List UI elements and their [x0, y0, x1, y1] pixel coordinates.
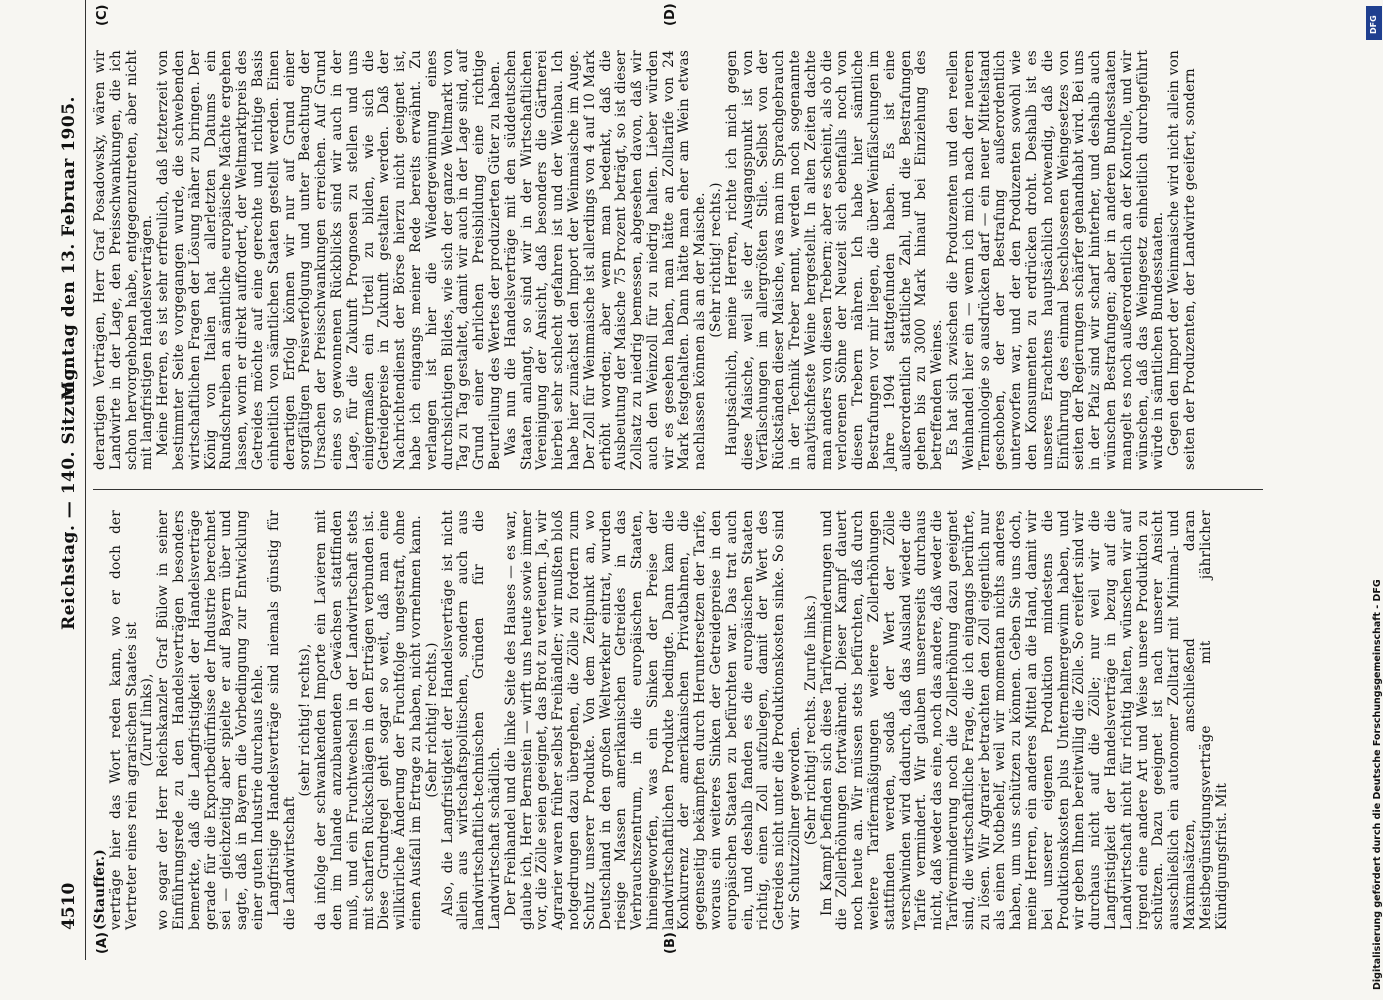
paragraph: Hauptsächlich, meine Herren, richte ich mich gegen diese Maische, weil sie der Ausgangspunkt ist von Verfälschungen im allergrößten Stile. Selbst von der Rückständen dieser Maische, was man im Sprachgebrauch in der Technik Treber nennt, werden noch sogenannte analytischfeste Weine hergestellt. In alten Zeiten dachte man anders von diesen Trebern; aber es scheint, als ob die verlorenen Söhne der Neuzeit sich ebenfalls noch von diesen Trebern nähren. Ich habe hier sämtliche Bestrafungen vor mir liegen, die über Weinfälschungen im Jahre 1904 stattgefunden haben. Es ist eine außerordentlich stattliche Zahl, und die Bestrafungen gehen bis zu 3000 Mark hinauf bei Einziehung des betreffenden Weines.: [723, 50, 946, 470]
interjection: (Sehr richtig! rechts. Zurufe links.): [802, 594, 819, 846]
paragraph: Gegen den Import der Weinmaische wird nicht allein von seiten der Produzenten, der Landwirte geeifert, sondern: [1166, 50, 1198, 470]
dfg-logo-text: DFG: [1369, 15, 1378, 34]
paragraph: Langfristige Handelsverträge sind niemals günstig für die Landwirtschaft: [265, 510, 298, 930]
paragraph: Was nun die Handelsverträge mit den süddeutschen Staaten anlangt, so sind wir in der Wirtschaftlichen Vereinigung der Ansicht, daß besonders die Gärtnerei hierbei sehr schlecht gefahren ist und der Weinbau. Ich habe hier zunächst den Import der Weinmaische im Auge. Der Zoll für Weinmaische ist allerdings von 4 auf 10 Mark erhöht worden; aber wenn man bedenkt, daß die Ausbeutung der Maische 75 Prozent beträgt, so ist dieser Zollsatz zu niedrig bemessen, abgesehen davon, daß wir auch den Weinzoll für zu niedrig halten. Lieber würden wir es gesehen haben, man hätte an Zolltarife von 24 Mark festgehalten. Dann hätte man eher am Wein etwas nachlassen können als an der Maische.: [502, 50, 709, 470]
interjection: (sehr richtig! rechts),: [297, 643, 314, 797]
page-number: 4510: [59, 882, 79, 930]
margin-marker-d: (D): [663, 3, 678, 26]
paragraph: derartigen Verträgen, Herr Graf Posadowsky, wären wir Landwirte in der Lage, den Preisschwankungen, die ich schon hervorgehoben habe, entgegenzutreten, aber nicht mit langfristigen Handelsverträgen.: [92, 50, 156, 470]
paragraph: da infolge der schwankenden Importe ein Lavieren mit den im Inlande anzubauenden Gewächsen stattfinden muß, und ein Fruchtwechsel in der Landwirtschaft stets mit scharfen Rückschlägen in den Erträgen verbunden ist. Diese Grundregel geht sogar so weit, daß man eine willkürliche Änderung der Fruchtfolge ungestraft, ohne einen Ausfall im Ertrage zu haben, nicht vornehmen kann.: [313, 510, 424, 930]
interjection: (Sehr richtig! rechts.): [423, 642, 440, 798]
paragraph: Also, die Langfristigkeit der Handelsverträge ist nicht allein aus wirtschaftspolitischen, sondern auch aus landwirtschaftlich-technischen Gründen für die Landwirtschaft schädlich.: [439, 510, 503, 930]
newspaper-page: [55, 0, 1310, 960]
interjection: (Zuruf links),: [139, 673, 156, 767]
margin-marker-b: (B): [663, 932, 678, 954]
paragraph: verträge hier das Wort reden kann, wo er doch der Vertreter eines rein agrarischen Staates ist: [107, 510, 140, 930]
margin-marker-c: (C): [95, 4, 110, 26]
session-title: Reichstag. — 140. Sitzung.: [59, 361, 79, 630]
paragraph: Der Freihandel und die linke Seite des Hauses — es war, glaube ich, Herr Bernstein — wirft uns heute sowie immer vor, die Zölle seien geeignet, das Brot zu verteuern. Ja, wir Agrarier waren früher selbst Freihändler; wir mußten bloß notgedrungen dazu übergehen, die Zölle zu fordern zum Schutz unserer Produkte. Von dem Zeitpunkt an, wo Deutschland in den großen Weltverkehr eintrat, wurden riesige Massen amerikanischen Getreides in das Verbrauchszentrum, in die europäischen Staaten, hineingeworfen, was ein Sinken der Preise der landwirtschaftlichen Produkte bedingte. Dann kam die Konkurrenz der amerikanischen Privatbahnen, die gegenseitig bekämpften durch Heruntersetzen der Tarife, woraus ein weiteres Sinken der Getreidepreise in den europäischen Staaten zu befürchten war. Das trat auch ein, und deshalb fanden es die europäischen Staaten richtig, einen Zoll aufzulegen, damit der Wert des Getreides nicht unter die Produktionskosten sinke. So sind wir Schutzzöllner geworden.: [502, 510, 804, 930]
paragraph: Es hat sich zwischen die Produzenten und den reellen Weinhandel hier ein — wenn ich mich nach der neueren Terminologie so ausdrücken darf — ein neuer Mittelstand geschoben, der der Bestrafung außerordentlich unterworfen war, und der den Produzenten sowohl wie den Konsumenten zu erdrücken droht. Deshalb ist es unseres Erachtens hauptsächlich notwendig, daß die Einführung des einmal beschlossenen Weingesetzes von seiten der Regierungen schärfer gehandhabt wird. Bei uns in der Pfalz sind wir scharf hinterher, und deshalb auch wünschen Bestrafungen; aber in anderen Bundesstaaten mangelt es noch außerordentlich an der Kontrolle, und wir wünschen, daß das Weingesetz einheitlich durchgeführt würde in sämtlichen Bundesstaaten.: [945, 50, 1167, 470]
dfg-logo: [1366, 6, 1382, 40]
paragraph: Meine Herren, es ist sehr erfreulich, daß letzterzeit von bestimmter Seite vorgegangen wurde, die schwebenden wirtschaftlichen Fragen der Lösung näher zu bringen. Der König von Italien hat allerletzten Datums ein Rundschreiben an sämtliche europäische Mächte ergehen lassen, worin er direkt auffordert, der Weltmarktpreis des Getreides möchte auf eine gerechte und richtige Basis einheitlich von sämtlichen Staaten gestellt werden. Einen derartigen Erfolg können wir nur auf Grund einer sorgfältigen Preisverfolgung und unter Beachtung der Ursachen der Preisschwankungen erreichen. Auf Grund eines so gewonnenen Rückblicks sind wir auch in der Lage, für die Zukunft Prognosen zu stellen und uns einigermaßen ein Urteil zu bilden, wie sich die Getreidepreise in Zukunft gestalten werden. Daß der Nachrichtendienst der Börse hierzu nicht geeignet ist, habe ich eingangs meiner Rede bereits erwähnt. Zu verlangen ist hier die Wiedergewinnung eines durchsichtigen Bildes, wie sich der ganze Weltmarkt von Tag zu Tag gestaltet, damit wir auch in der Lage sind, auf Grund einer ehrlichen Preisbildung eine richtige Beurteilung des Wertes der produzierten Güter zu haben.: [155, 50, 503, 470]
page-header: [55, 0, 86, 960]
paragraph: Im Kampf befinden sich diese Tarifverminderungen und die Zollerhöhungen fortwährend. Dieser Kampf dauert noch heute an. Wir müssen stets befürchten, daß durch weitere Tarifermäßigungen weitere Zollerhöhungen stattfinden werden, sodaß der Wert der Zölle verschwinden wird dadurch, daß das Ausland wieder die Tarife vermindert. Wir glauben unsererseits durchaus nicht, daß weder das eine, noch das andere, daß weder die Tarifverminderung noch die Zollerhöhung dazu geeignet sind, die wirtschaftliche Frage, die ich eingangs berührte, zu lösen. Wir Agrarier betrachten den Zoll eigentlich nur als einen Notbehelf, weil wir momentan nichts anderes haben, um uns schützen zu können. Geben Sie uns doch, meine Herren, ein anderes Mittel an die Hand, damit wir bei unserer eigenen Produktion mindestens die Produktionskosten plus Unternehmergewinn haben, und wir geben Ihnen bereitwillig die Zölle. So ereifert sind wir durchaus nicht auf die Zölle; nur weil wir die Langfristigkeit der Handelsverträge in bezug auf die Landwirtschaft nicht für richtig halten, wünschen wir auf irgend eine andere Art und Weise unsere Produktion zu schützen. Dazu geeignet ist nach unserer Ansicht ausschließlich ein autonomer Zolltarif mit Minimal- und Maximalsätzen, anschließend daran Meistbegünstigungsverträge mit jährlicher Kündigungsfrist. Mit: [818, 510, 1230, 930]
left-column: [93, 510, 1230, 930]
digitization-note: Digitalisierung gefördert durch die Deutsche Forschungsgemeinschaft - DFG: [1372, 579, 1383, 990]
right-column: [93, 50, 1199, 470]
session-date: Montag den 13. Februar 1905.: [59, 96, 79, 400]
interjection: (Sehr richtig! rechts.): [708, 182, 725, 338]
margin-marker-a: (A): [95, 932, 110, 954]
speaker-name: (Stauffer.): [92, 849, 108, 930]
column-divider: [93, 489, 1263, 490]
paragraph: wo sogar der Herr Reichskanzler Graf Bülow in seiner Einführungsrede zu den Handelsverträgen besonders bemerkte, daß die Langfristigkeit der Handelsverträge gerade für die Exportbedürfnisse der Industrie berechnet sei — gleichzeitig aber spielte er auf Bayern über und sagte, daß in Bayern die Vorbedingung zur Entwicklung einer guten Industrie durchaus fehle.: [155, 510, 266, 930]
